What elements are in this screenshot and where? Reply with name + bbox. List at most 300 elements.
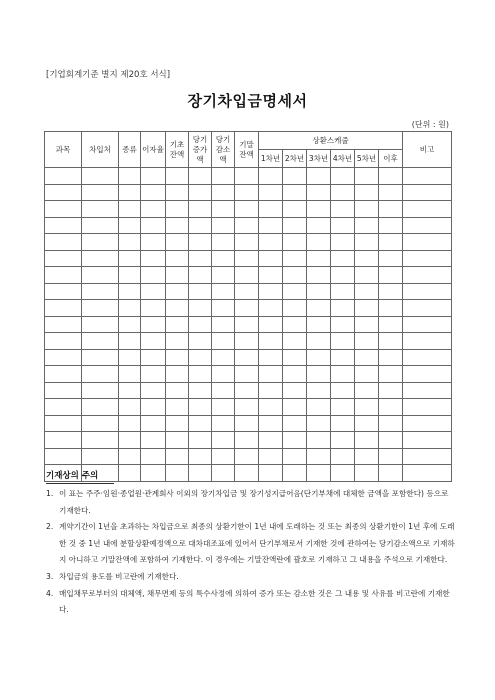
table-cell: [45, 382, 82, 399]
table-cell: [331, 432, 355, 449]
header-lender: 차입처: [82, 132, 119, 168]
table-cell: [379, 432, 403, 449]
table-cell: [403, 415, 452, 432]
table-cell: [307, 349, 331, 366]
table-cell: [283, 316, 307, 333]
table-cell: [403, 217, 452, 234]
table-cell: [307, 415, 331, 432]
table-cell: [259, 333, 283, 350]
table-cell: [259, 168, 283, 185]
table-cell: [189, 184, 212, 201]
table-cell: [166, 283, 189, 300]
header-account: 과목: [45, 132, 82, 168]
table-cell: [235, 333, 259, 350]
table-cell: [283, 250, 307, 267]
table-row: [45, 333, 452, 350]
table-row: [45, 432, 452, 449]
table-cell: [403, 399, 452, 416]
table-row: [45, 201, 452, 218]
header-decrease: 당기 감소 액: [212, 132, 235, 168]
table-cell: [307, 168, 331, 185]
table-cell: [235, 316, 259, 333]
table-cell: [166, 399, 189, 416]
table-cell: [259, 217, 283, 234]
table-cell: [403, 168, 452, 185]
table-cell: [235, 168, 259, 185]
table-cell: [189, 333, 212, 350]
table-row: [45, 300, 452, 317]
table-cell: [119, 283, 141, 300]
table-cell: [166, 366, 189, 383]
table-row: [45, 316, 452, 333]
table-cell: [331, 366, 355, 383]
table-cell: [403, 316, 452, 333]
table-cell: [331, 217, 355, 234]
table-cell: [189, 234, 212, 251]
table-cell: [331, 283, 355, 300]
table-cell: [141, 399, 166, 416]
table-cell: [259, 399, 283, 416]
table-cell: [235, 366, 259, 383]
table-cell: [212, 415, 235, 432]
table-cell: [259, 415, 283, 432]
table-cell: [82, 201, 119, 218]
table-cell: [283, 168, 307, 185]
table-cell: [119, 316, 141, 333]
table-cell: [379, 267, 403, 284]
table-cell: [259, 366, 283, 383]
table-cell: [212, 382, 235, 399]
table-cell: [259, 465, 283, 482]
table-row: [45, 415, 452, 432]
table-cell: [283, 382, 307, 399]
table-cell: [45, 250, 82, 267]
table-row: [45, 184, 452, 201]
header-beginning-balance: 기초 잔액: [166, 132, 189, 168]
table-cell: [307, 234, 331, 251]
note-text: 계약기간이 1년을 초과하는 차입금으로 최종의 상환기한이 1년 내에 도래하는 것 또는 최종의 상환기한이 1년 후에 도래한 것 중 1년 내에 분할상환예정액으로 대차대조표에 있어서 단기부채로서 기재한 것에 관하여는 당기감소액으로 기재하지 아니하고 기말잔액에 포함하여 기재한다. 이 경우에는 기말잔액란에 괄호로 기재하고 그 내용을 주석으로 기재한다.: [59, 522, 455, 565]
table-cell: [307, 432, 331, 449]
table-cell: [119, 267, 141, 284]
note-text: 매입채무로부터의 대체액, 채무면제 등의 특수사정에 의하여 증가 또는 감소한 것은 그 내용 및 사유를 비고란에 기재한다.: [59, 588, 450, 615]
table-cell: [403, 267, 452, 284]
table-cell: [45, 333, 82, 350]
table-cell: [379, 333, 403, 350]
table-cell: [403, 382, 452, 399]
table-cell: [82, 234, 119, 251]
table-cell: [166, 168, 189, 185]
table-cell: [189, 316, 212, 333]
note-item: [46, 486, 456, 519]
table-cell: [212, 300, 235, 317]
table-cell: [283, 366, 307, 383]
table-cell: [212, 283, 235, 300]
notes-heading: 기재상의 주의: [46, 469, 114, 484]
table-cell: [331, 300, 355, 317]
table-cell: [307, 283, 331, 300]
table-cell: [141, 432, 166, 449]
table-cell: [82, 184, 119, 201]
table-cell: [259, 349, 283, 366]
table-body: [45, 168, 452, 482]
table-cell: [331, 201, 355, 218]
table-row: [45, 234, 452, 251]
table-cell: [82, 399, 119, 416]
table-cell: [82, 382, 119, 399]
table-cell: [355, 234, 379, 251]
note-number: 1.: [46, 489, 54, 498]
table-cell: [119, 432, 141, 449]
header-year-2: 2차년: [283, 150, 307, 168]
table-cell: [82, 250, 119, 267]
table-cell: [355, 448, 379, 465]
table-cell: [235, 283, 259, 300]
table-cell: [189, 168, 212, 185]
table-cell: [283, 465, 307, 482]
table-cell: [379, 382, 403, 399]
table-cell: [331, 316, 355, 333]
table-cell: [189, 415, 212, 432]
header-remarks: 비고: [403, 132, 452, 168]
table-cell: [355, 217, 379, 234]
table-cell: [119, 382, 141, 399]
table-cell: [307, 201, 331, 218]
table-cell: [259, 201, 283, 218]
table-cell: [379, 399, 403, 416]
long-term-borrowings-table: [44, 131, 452, 482]
table-cell: [166, 201, 189, 218]
table-cell: [119, 399, 141, 416]
table-cell: [45, 300, 82, 317]
table-cell: [379, 415, 403, 432]
table-cell: [379, 316, 403, 333]
table-cell: [45, 415, 82, 432]
table-cell: [45, 201, 82, 218]
table-cell: [212, 366, 235, 383]
table-cell: [141, 382, 166, 399]
table-cell: [283, 234, 307, 251]
table-cell: [235, 349, 259, 366]
table-cell: [166, 432, 189, 449]
table-cell: [355, 267, 379, 284]
table-cell: [379, 168, 403, 185]
table-cell: [259, 300, 283, 317]
table-cell: [235, 465, 259, 482]
table-cell: [283, 349, 307, 366]
note-item: [46, 519, 456, 569]
table-cell: [331, 382, 355, 399]
table-cell: [403, 201, 452, 218]
table-cell: [355, 465, 379, 482]
table-cell: [307, 250, 331, 267]
table-cell: [355, 415, 379, 432]
table-cell: [403, 234, 452, 251]
table-cell: [355, 201, 379, 218]
table-cell: [331, 168, 355, 185]
table-cell: [379, 349, 403, 366]
table-cell: [166, 217, 189, 234]
table-cell: [379, 234, 403, 251]
table-cell: [45, 448, 82, 465]
table-cell: [141, 250, 166, 267]
table-cell: [379, 283, 403, 300]
table-cell: [355, 333, 379, 350]
table-cell: [45, 283, 82, 300]
table-cell: [259, 184, 283, 201]
table-cell: [307, 184, 331, 201]
table-cell: [283, 448, 307, 465]
table-cell: [259, 316, 283, 333]
table-cell: [82, 432, 119, 449]
table-cell: [45, 349, 82, 366]
table-cell: [82, 300, 119, 317]
table-cell: [141, 283, 166, 300]
table-cell: [82, 168, 119, 185]
table-cell: [283, 267, 307, 284]
table-cell: [141, 184, 166, 201]
table-cell: [355, 300, 379, 317]
note-number: 3.: [46, 571, 54, 581]
table-cell: [212, 399, 235, 416]
table-cell: [235, 267, 259, 284]
note-number: 2.: [46, 522, 54, 532]
table-cell: [403, 283, 452, 300]
table-cell: [235, 399, 259, 416]
table-cell: [379, 250, 403, 267]
table-cell: [331, 250, 355, 267]
table-cell: [82, 333, 119, 350]
table-cell: [212, 448, 235, 465]
header-year-after: 이후: [379, 150, 403, 168]
table-cell: [283, 300, 307, 317]
table-cell: [119, 415, 141, 432]
table-cell: [45, 432, 82, 449]
table-cell: [355, 366, 379, 383]
table-cell: [141, 333, 166, 350]
table-cell: [189, 283, 212, 300]
table-cell: [379, 465, 403, 482]
table-cell: [166, 184, 189, 201]
table-cell: [212, 217, 235, 234]
table-cell: [331, 267, 355, 284]
table-cell: [119, 201, 141, 218]
table-cell: [119, 250, 141, 267]
table-cell: [379, 300, 403, 317]
table-cell: [189, 349, 212, 366]
table-cell: [235, 201, 259, 218]
table-cell: [331, 415, 355, 432]
table-cell: [259, 382, 283, 399]
table-row: [45, 217, 452, 234]
table-cell: [119, 448, 141, 465]
table-cell: [189, 382, 212, 399]
table-cell: [141, 465, 166, 482]
table-cell: [82, 217, 119, 234]
table-cell: [189, 250, 212, 267]
table-cell: [355, 283, 379, 300]
table-cell: [403, 184, 452, 201]
table-cell: [189, 201, 212, 218]
table-cell: [259, 267, 283, 284]
table-cell: [355, 349, 379, 366]
table-cell: [189, 399, 212, 416]
table-cell: [355, 432, 379, 449]
note-item: [46, 569, 456, 586]
table-cell: [82, 316, 119, 333]
table-cell: [307, 366, 331, 383]
table-cell: [166, 415, 189, 432]
table-cell: [403, 448, 452, 465]
table-cell: [235, 250, 259, 267]
table-cell: [212, 316, 235, 333]
table-cell: [307, 465, 331, 482]
table-cell: [82, 283, 119, 300]
table-cell: [283, 283, 307, 300]
table-cell: [141, 201, 166, 218]
table-cell: [45, 366, 82, 383]
table-cell: [119, 465, 141, 482]
header-year-4: 4차년: [331, 150, 355, 168]
notes-list: [46, 486, 456, 619]
table-cell: [283, 184, 307, 201]
table-cell: [331, 184, 355, 201]
table-cell: [45, 184, 82, 201]
table-cell: [189, 432, 212, 449]
table-cell: [166, 349, 189, 366]
table-cell: [166, 300, 189, 317]
table-cell: [119, 234, 141, 251]
table-cell: [355, 316, 379, 333]
table-cell: [166, 465, 189, 482]
table-cell: [141, 234, 166, 251]
table-cell: [307, 217, 331, 234]
table-row: [45, 366, 452, 383]
table-cell: [331, 349, 355, 366]
table-cell: [166, 333, 189, 350]
table-cell: [166, 382, 189, 399]
table-cell: [355, 382, 379, 399]
table-cell: [235, 184, 259, 201]
header-type: 종류: [119, 132, 141, 168]
header-ending-balance: 기말 잔액: [235, 132, 259, 168]
table-cell: [235, 382, 259, 399]
table-cell: [166, 250, 189, 267]
table-cell: [166, 234, 189, 251]
table-row: [45, 349, 452, 366]
table-cell: [45, 399, 82, 416]
table-row: [45, 382, 452, 399]
table-cell: [45, 267, 82, 284]
table-cell: [212, 250, 235, 267]
table-cell: [82, 448, 119, 465]
table-cell: [45, 316, 82, 333]
table-cell: [331, 399, 355, 416]
table-cell: [235, 300, 259, 317]
header-year-3: 3차년: [307, 150, 331, 168]
table-cell: [189, 267, 212, 284]
table-cell: [166, 316, 189, 333]
table-cell: [212, 184, 235, 201]
table-cell: [379, 448, 403, 465]
table-cell: [307, 448, 331, 465]
table-cell: [189, 448, 212, 465]
table-cell: [166, 267, 189, 284]
table-cell: [119, 300, 141, 317]
table-cell: [235, 217, 259, 234]
table-cell: [307, 399, 331, 416]
table-cell: [212, 201, 235, 218]
table-cell: [355, 168, 379, 185]
table-cell: [119, 217, 141, 234]
header-year-5: 5차년: [355, 150, 379, 168]
table-cell: [235, 432, 259, 449]
table-cell: [119, 333, 141, 350]
table-cell: [235, 448, 259, 465]
table-cell: [307, 316, 331, 333]
table-row: [45, 399, 452, 416]
table-cell: [379, 201, 403, 218]
table-cell: [141, 267, 166, 284]
table-cell: [166, 448, 189, 465]
note-text: 차입금의 용도를 비고란에 기재한다.: [59, 571, 179, 581]
table-cell: [212, 234, 235, 251]
table-cell: [355, 399, 379, 416]
table-cell: [259, 432, 283, 449]
table-cell: [119, 366, 141, 383]
table-cell: [119, 349, 141, 366]
table-cell: [189, 300, 212, 317]
table-row: [45, 250, 452, 267]
unit-label: (단위 : 원): [411, 120, 449, 129]
table-cell: [283, 432, 307, 449]
table-cell: [189, 217, 212, 234]
table-cell: [331, 448, 355, 465]
table-cell: [235, 415, 259, 432]
table-cell: [283, 415, 307, 432]
note-number: 4.: [46, 588, 54, 598]
table-cell: [379, 217, 403, 234]
table-cell: [82, 349, 119, 366]
table-cell: [403, 366, 452, 383]
table-cell: [259, 250, 283, 267]
table-cell: [141, 300, 166, 317]
header-repayment-schedule: 상환스케줄: [259, 132, 403, 150]
table-cell: [212, 465, 235, 482]
table-cell: [45, 168, 82, 185]
table-cell: [82, 415, 119, 432]
table-row: [45, 168, 452, 185]
table-cell: [212, 267, 235, 284]
note-item: [46, 586, 456, 619]
header-year-1: 1차년: [259, 150, 283, 168]
table-cell: [355, 184, 379, 201]
table-cell: [379, 366, 403, 383]
table-cell: [212, 432, 235, 449]
table-cell: [283, 333, 307, 350]
table-cell: [283, 399, 307, 416]
table-cell: [82, 366, 119, 383]
table-cell: [141, 349, 166, 366]
table-cell: [331, 333, 355, 350]
table-cell: [331, 465, 355, 482]
table-cell: [212, 168, 235, 185]
table-cell: [141, 168, 166, 185]
table-row: [45, 283, 452, 300]
table-cell: [355, 250, 379, 267]
table-cell: [307, 333, 331, 350]
table-cell: [283, 217, 307, 234]
table-cell: [82, 267, 119, 284]
